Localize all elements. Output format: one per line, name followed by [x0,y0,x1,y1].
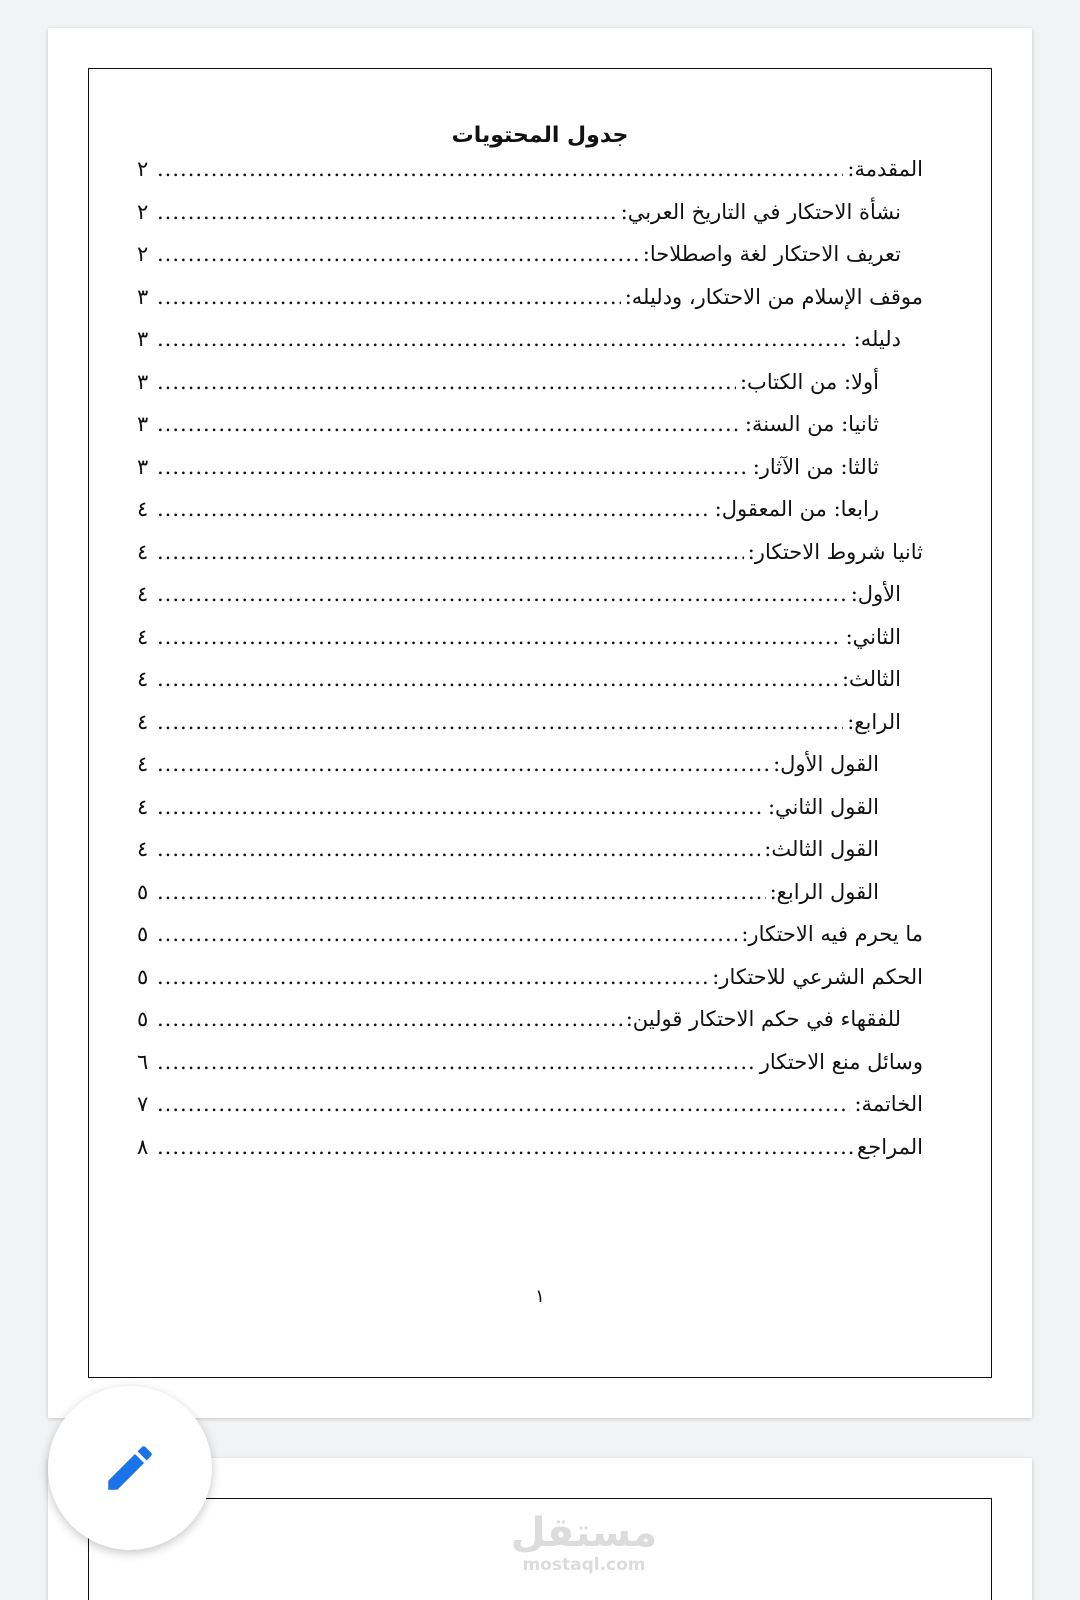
toc-entry-label: رابعا: من المعقول: [714,497,879,521]
toc-leader-dots [157,625,842,649]
toc-leader-dots [157,157,843,181]
toc-leader-dots [157,412,741,436]
toc-leader-dots [157,1050,756,1074]
toc-entry-page: ٦ [137,1049,149,1074]
toc-entry-page: ٤ [137,752,149,776]
toc-entry-label: للفقهاء في حكم الاحتكار قولين: [625,1007,901,1031]
toc-entry-page: ٢ [137,157,149,181]
toc-leader-dots [157,540,744,564]
toc-leader-dots [157,370,736,394]
toc-entry [137,880,923,923]
toc-entry-page: ٣ [137,369,149,394]
toc-entry [137,540,923,583]
toc-entry [137,837,923,880]
toc-entry-page: ٣ [137,284,149,309]
toc-entry [137,795,923,838]
toc-leader-dots [157,327,850,351]
toc-entry-page: ٤ [137,837,149,861]
toc-entry-label: أولا: من الكتاب: [739,369,879,394]
toc-entry-page: ٤ [137,794,149,819]
toc-leader-dots [157,1007,622,1031]
toc-entry-label: الخاتمة: [854,1092,923,1116]
toc-entry [137,200,923,243]
toc-entry-label: ثانيا شروط الاحتكار: [747,539,923,564]
toc-leader-dots [157,582,847,606]
toc-entry [137,1092,923,1135]
toc-entry [137,1050,923,1093]
toc-leader-dots [157,795,764,819]
toc-entry-label: القول الرابع: [769,879,879,904]
toc-entry-label: وسائل منع الاحتكار [759,1049,923,1074]
toc-entry [137,157,923,200]
toc-entry-page: ٧ [137,1092,149,1116]
toc-leader-dots [157,285,621,309]
edit-button[interactable] [48,1386,212,1550]
toc-entry-page: ٣ [137,412,149,436]
toc-entry-page: ٤ [137,624,149,649]
toc-entry-label: القول الثالث: [764,837,879,861]
toc-entry [137,667,923,710]
toc-entry-label: الأول: [850,582,901,606]
toc-leader-dots [157,1135,853,1159]
toc-entry-page: ٥ [137,1007,149,1031]
toc-entry [137,455,923,498]
toc-entry-page: ٥ [137,964,149,989]
toc-entry [137,582,923,625]
toc-leader-dots [157,497,711,521]
toc-entry [137,1007,923,1050]
toc-entry-page: ٤ [137,539,149,564]
toc-entry [137,710,923,753]
toc-entry-page: ٢ [137,242,149,266]
toc-entry-page: ٥ [137,922,149,946]
toc-entry-page: ٥ [137,879,149,904]
page-number: ١ [535,1286,545,1307]
toc-entry [137,497,923,540]
toc-entry-label: المقدمة: [847,157,923,181]
toc-entry [137,327,923,370]
page-border [88,68,992,1378]
document-page-1 [48,28,1032,1418]
pencil-icon [101,1439,159,1497]
toc-leader-dots [157,1092,850,1116]
toc-entry-label: الثالث: [841,667,901,691]
toc-leader-dots [157,200,617,224]
toc-entry-label: ما يحرم فيه الاحتكار: [741,922,923,946]
toc-entry-page: ٤ [137,497,149,521]
toc-entry-page: ٣ [137,454,149,479]
toc-entry-label: ثالثا: من الآثار: [752,454,879,479]
toc-entry [137,412,923,455]
toc-entry-page: ٤ [137,709,149,734]
toc-entry-label: موقف الإسلام من الاحتكار، ودليله: [624,284,923,309]
toc-entry-label: تعريف الاحتكار لغة واصطلاحا: [642,242,901,266]
toc-entry-label: الثاني: [845,624,901,649]
toc-entry [137,285,923,328]
toc-entry [137,625,923,668]
toc-entry-page: ٣ [137,327,149,351]
toc-list [137,157,923,1177]
toc-leader-dots [157,455,749,479]
toc-leader-dots [157,242,639,266]
toc-entry-label: القول الأول: [773,752,879,776]
toc-entry-page: ٨ [137,1134,149,1159]
toc-leader-dots [157,837,760,861]
toc-entry [137,1135,923,1178]
toc-entry-label: القول الثاني: [767,794,879,819]
toc-leader-dots [157,667,838,691]
toc-entry-label: ثانيا: من السنة: [744,412,879,436]
toc-entry-label: دليله: [853,327,901,351]
toc-entry-label: نشأة الاحتكار في التاريخ العربي: [620,199,901,224]
toc-entry-page: ٤ [137,667,149,691]
toc-entry-label: الرابع: [847,709,901,734]
page-border [88,1498,992,1600]
toc-entry-label: المراجع [857,1134,923,1159]
toc-leader-dots [157,752,769,776]
toc-entry [137,965,923,1008]
watermark-arabic: مستقل [510,1510,658,1556]
toc-entry-page: ٤ [137,582,149,606]
toc-leader-dots [157,880,766,904]
toc-leader-dots [157,965,708,989]
toc-entry-page: ٢ [137,199,149,224]
toc-entry [137,922,923,965]
toc-entry [137,242,923,285]
watermark-logo [509,1511,659,1575]
toc-entry [137,752,923,795]
toc-entry-label: الحكم الشرعي للاحتكار: [712,964,923,989]
toc-leader-dots [157,922,737,946]
watermark-latin: mostaql.com [522,1555,646,1575]
toc-leader-dots [157,710,843,734]
toc-entry [137,370,923,413]
toc-title: جدول المحتويات [451,123,629,148]
